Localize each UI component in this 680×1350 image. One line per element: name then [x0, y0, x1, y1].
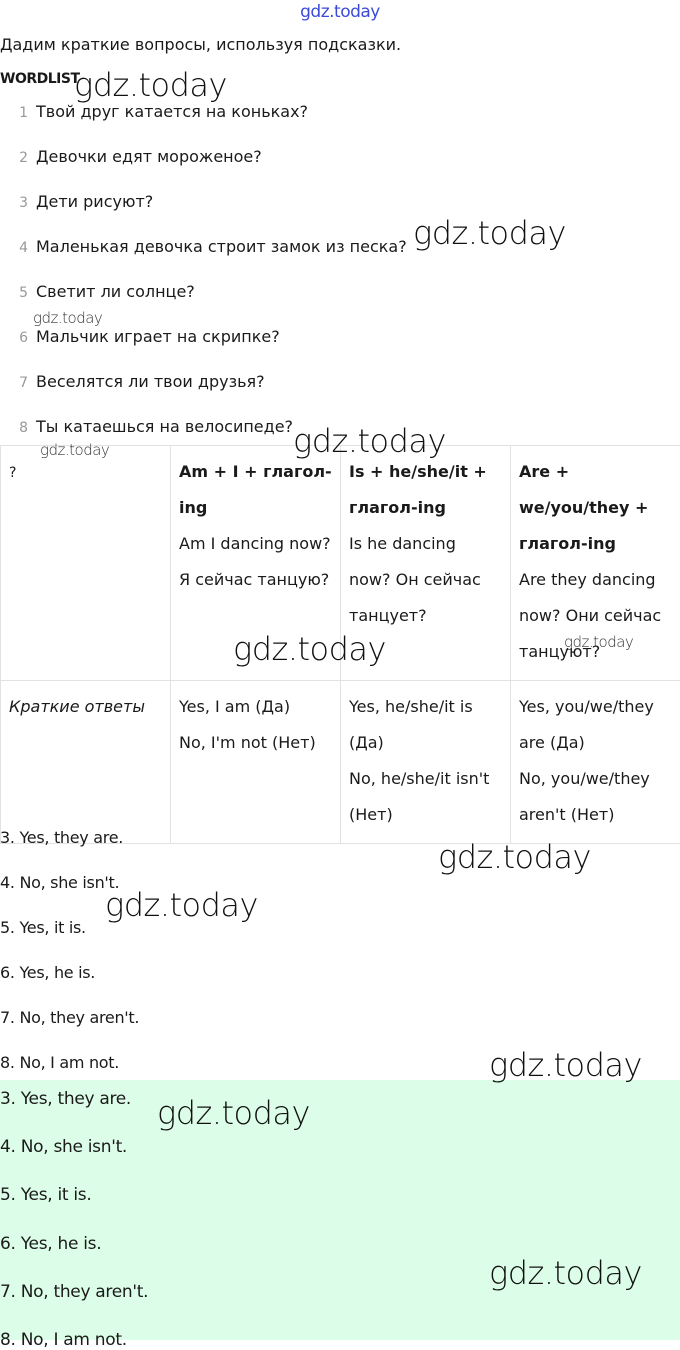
answer-line: 5. Yes, it is.	[0, 1185, 91, 1205]
table-cell	[171, 681, 341, 844]
wordlist-item	[0, 145, 262, 169]
wordlist-item	[0, 325, 280, 349]
watermark: gdz.today	[40, 441, 109, 459]
watermark: gdz.today	[293, 422, 446, 460]
column-header: Am + I + глагол-ing	[179, 454, 332, 526]
example-text: Is he dancing now? Он сейчас танцует?	[349, 526, 502, 634]
answer-line: 7. No, they aren't.	[0, 1008, 139, 1027]
answer-line: 4. No, she isn't.	[0, 1137, 127, 1157]
wordlist-label: WORDLIST	[0, 71, 80, 87]
table-row	[1, 681, 680, 844]
watermark: gdz.today	[105, 886, 258, 924]
table-cell	[341, 681, 511, 844]
no-answer: No, you/we/they aren't (Нет)	[519, 761, 672, 833]
example-text: Are they dancing now? Они сейчас танцуют?	[519, 562, 672, 670]
watermark: gdz.today	[489, 1254, 642, 1292]
item-text: Маленькая девочка строит замок из песка?	[36, 237, 407, 256]
column-header: Is + he/she/it + глагол-ing	[349, 454, 502, 526]
example-text: Am I dancing now? Я сейчас танцую?	[179, 526, 332, 598]
intro-text: Дадим краткие вопросы, используя подсказки.	[0, 35, 401, 54]
yes-answer: Yes, you/we/they are (Да)	[519, 689, 672, 761]
watermark: gdz.today	[564, 633, 633, 651]
watermark: gdz.today	[74, 66, 227, 104]
item-number: 3	[0, 191, 28, 215]
watermark: gdz.today	[233, 630, 386, 668]
item-text: Светит ли солнце?	[36, 282, 195, 301]
wordlist-item	[0, 190, 153, 214]
item-number: 1	[0, 101, 28, 125]
item-number: 5	[0, 281, 28, 305]
wordlist-item	[0, 280, 195, 304]
answer-line: 6. Yes, he is.	[0, 1234, 101, 1254]
item-text: Твой друг катается на коньках?	[36, 102, 308, 121]
yes-answer: Yes, I am (Да)	[179, 689, 332, 725]
answer-line: 5. Yes, it is.	[0, 918, 86, 937]
wordlist-item	[0, 370, 265, 394]
answer-box	[0, 1080, 680, 1340]
item-text: Ты катаешься на велосипеде?	[36, 417, 293, 436]
watermark: gdz.today	[438, 838, 591, 876]
answer-line: 8. No, I am not.	[0, 1330, 127, 1350]
watermark: gdz.today	[489, 1046, 642, 1084]
site-logo[interactable]: gdz.today	[0, 2, 680, 22]
table-cell	[511, 681, 680, 844]
item-number: 6	[0, 326, 28, 350]
watermark: gdz.today	[413, 214, 566, 252]
answer-line: 6. Yes, he is.	[0, 963, 95, 982]
answer-line: 8. No, I am not.	[0, 1053, 119, 1072]
answer-line: 3. Yes, they are.	[0, 828, 123, 847]
item-text: Веселятся ли твои друзья?	[36, 372, 265, 391]
item-number: 8	[0, 416, 28, 440]
column-header: Are + we/you/they + глагол-ing	[519, 454, 672, 562]
watermark: gdz.today	[157, 1094, 310, 1132]
item-number: 2	[0, 146, 28, 170]
item-text: Мальчик играет на скрипке?	[36, 327, 280, 346]
item-text: Девочки едят мороженое?	[36, 147, 262, 166]
wordlist-item	[0, 235, 407, 259]
item-number: 4	[0, 236, 28, 260]
table-corner-cell	[1, 446, 171, 681]
question-mark: ?	[9, 465, 16, 481]
answer-line: 7. No, they aren't.	[0, 1282, 148, 1302]
short-answers-label: Краткие ответы	[9, 689, 162, 725]
watermark: gdz.today	[33, 309, 102, 327]
answer-line: 4. No, she isn't.	[0, 873, 119, 892]
answer-line: 3. Yes, they are.	[0, 1089, 131, 1109]
no-answer: No, I'm not (Нет)	[179, 725, 332, 761]
yes-answer: Yes, he/she/it is (Да)	[349, 689, 502, 761]
item-number: 7	[0, 371, 28, 395]
no-answer: No, he/she/it isn't (Нет)	[349, 761, 502, 833]
item-text: Дети рисуют?	[36, 192, 153, 211]
wordlist-item	[0, 415, 293, 439]
table-cell	[1, 681, 171, 844]
